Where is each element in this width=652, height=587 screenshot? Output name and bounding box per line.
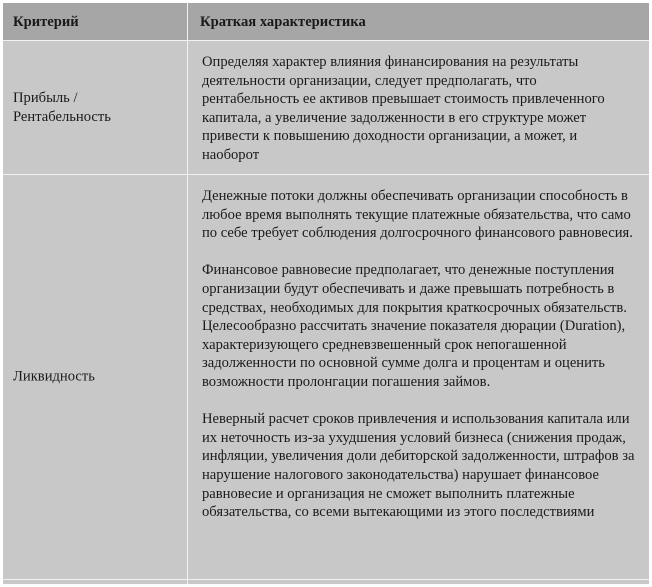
- table-row-empty: [3, 580, 649, 584]
- description-paragraph: Определяя характер влияния финансирования на результаты деятельности организации, следует предполагать, что рентабельность ее активов превышает стоимость привлеченного капитала, а увеличение задолженности в его структуре может привести к повышению доходности организации, а может, и наоборот: [202, 54, 605, 163]
- table-header-row: [3, 3, 649, 41]
- criterion-label: [13, 89, 179, 127]
- header-criterion: Критерий: [13, 14, 79, 30]
- criteria-table: [2, 2, 650, 585]
- criterion-cell: [3, 175, 187, 579]
- description-paragraph: Денежные потоки должны обеспечивать организации способность в любое время выполнять текущие платежные обязательства, что само по себе требует соблюдения долгосрочного финансового равновесия.: [202, 188, 633, 242]
- description-cell: [187, 175, 649, 579]
- description-paragraph: Неверный расчет сроков привлечения и использования капитала или их неточность из-за ухудшения условий бизнеса (снижения продаж, инфляции, увеличения доли дебиторской задолженности, штрафов за нарушение налогового законодательства) нарушает финансовое равновесие и организация не сможет выполнить платежные обязательства, со всеми вытекающими из этого последствиями: [202, 411, 635, 521]
- table-row-profitability: [3, 41, 649, 175]
- table-row-liquidity: [3, 175, 649, 580]
- header-description: Краткая характеристика: [187, 3, 649, 40]
- description-paragraph: Финансовое равновесие предполагает, что денежные поступления организации будут обеспечивать и даже превышать потребность в средствах, необходимых для покрытия краткосрочных обязательств. Целесообразно рассчитать значение показателя дюрации (Duration), характеризующего средневзвешенный срок непогашенной задолженности по основной сумме долга и процентам и оценить возможности пролонгации погашения займов.: [202, 262, 627, 390]
- criterion-line: Ликвидность: [13, 368, 95, 385]
- criterion-line: Рентабельность: [13, 108, 111, 125]
- criterion-line: Прибыль /: [13, 89, 78, 106]
- description-cell: [187, 41, 649, 174]
- empty-cell: [3, 580, 187, 584]
- criterion-label: [13, 368, 179, 387]
- empty-cell: [187, 580, 649, 584]
- criterion-cell: [3, 41, 187, 174]
